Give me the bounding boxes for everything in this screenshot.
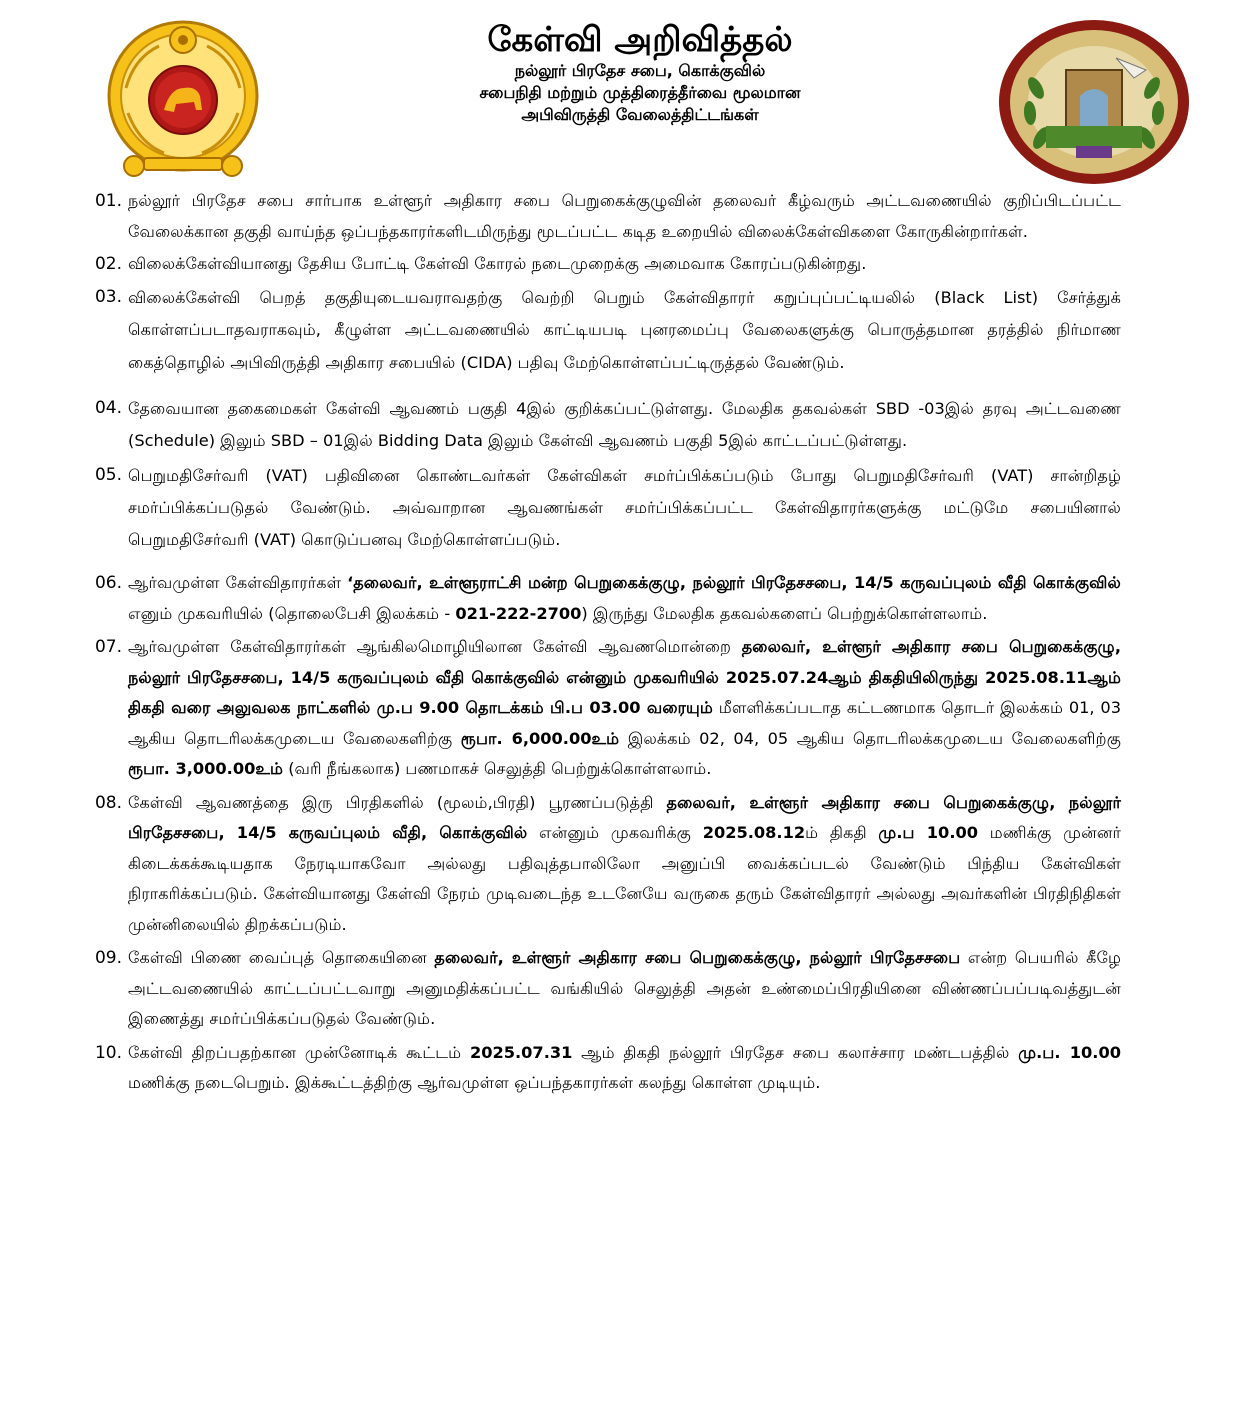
sri-lanka-emblem-icon	[104, 18, 262, 180]
item-text	[128, 788, 1121, 941]
numbered-item	[75, 568, 1121, 629]
item-number: 10.	[94, 1042, 122, 1063]
bold-text-segment: 021-222-2700	[455, 603, 582, 623]
text-segment: விலைக்கேள்வி பெறத் தகுதியுடையவராவதற்கு வெற்றி பெறும் கேள்விதாரர் கறுப்புப்பட்டியலில் (Black List) சேர்த்துக் கொள்ளப்படாதவராகவும், கீழுள்ள அட்டவணையில் காட்டியபடி புனரமைப்பு வேலைகளுக்கு பொருத்தமான தரத்தில் நிர்மாண கைத்தொழில் அபிவிருத்தி அதிகார சபையில் (CIDA) பதிவு மேற்கொள்ளப்பட்டிருத்தல் வேண்டும்.	[128, 287, 1121, 372]
bold-text-segment: 2025.08.12	[702, 823, 806, 842]
item-text	[128, 460, 1121, 556]
text-segment: மணிக்கு நடைபெறும். இக்கூட்டத்திற்கு ஆர்வமுள்ள ஒப்பந்தகாரர்கள் கலந்து கொள்ள முடியும்.	[128, 1073, 821, 1092]
numbered-item	[75, 393, 1121, 457]
text-segment: எனும் முகவரியில் (தொலைபேசி இலக்கம் -	[128, 603, 456, 623]
item-number: 07.	[94, 637, 122, 657]
item-text	[128, 282, 1121, 380]
bold-text-segment: மு.ப 10.00	[878, 823, 978, 842]
numbered-item	[75, 632, 1121, 785]
numbered-item	[75, 249, 1121, 280]
subtitle-line-3: அபிவிருத்தி வேலைத்திட்டங்கள்	[521, 105, 759, 124]
text-segment: கேள்வி பிணை வைப்புத் தொகையினை	[128, 948, 435, 967]
item-text	[128, 568, 1121, 629]
title-block	[360, 20, 920, 126]
text-segment: கேள்வி ஆவணத்தை இரு பிரதிகளில் (மூலம்,பிரதி) பூரணப்படுத்தி	[128, 792, 667, 812]
text-segment: நல்லூர் பிரதேச சபை சார்பாக உள்ளூர் அதிகார சபை பெறுகைக்குழுவின் தலைவர் கீழ்வரும் அட்டவணையில் குறிப்பிடப்பட்ட வேலைக்கான தகுதி வாய்ந்த ஒப்பந்தகாரர்களிடமிருந்து மூடப்பட்ட கடித உறையில் விலைக்கேள்விகளை கோருகின்றார்கள்.	[128, 191, 1121, 241]
notice-header	[0, 0, 1241, 190]
subtitle-line-1: நல்லூர் பிரதேச சபை, கொக்குவில்	[514, 61, 766, 80]
text-segment: ஆர்வமுள்ள கேள்விதாரர்கள்	[128, 573, 348, 592]
item-text	[128, 186, 1121, 247]
text-segment: கேள்வி திறப்பதற்கான முன்னோடிக் கூட்டம்	[128, 1042, 470, 1062]
page-title: கேள்வி அறிவித்தல்	[487, 20, 793, 60]
numbered-item	[75, 186, 1121, 247]
bold-text-segment: ரூபா. 3,000.00உம்	[128, 759, 284, 778]
numbered-item	[75, 788, 1121, 941]
item-number: 08.	[94, 792, 122, 813]
text-segment: விலைக்கேள்வியானது தேசிய போட்டி கேள்வி கோரல் நடைமுறைக்கு அமைவாக கோரப்படுகின்றது.	[128, 254, 867, 273]
item-number: 05.	[94, 465, 122, 485]
bold-text-segment: தலைவர், உள்ளூர் அதிகார சபை பெறுகைக்குழு, நல்லூர் பிரதேசசபை, 14/5 கருவப்புலம் வீதி, கொக்குவில்	[128, 792, 1121, 842]
text-segment: (வரி நீங்கலாக) பணமாகச் செலுத்தி பெற்றுக்கொள்ளலாம்.	[283, 759, 712, 778]
item-text	[128, 249, 1121, 280]
item-number: 09.	[94, 948, 122, 968]
bold-text-segment: ‘தலைவர், உள்ளூராட்சி மன்ற பெறுகைக்குழு, நல்லூர் பிரதேசசபை, 14/5 கருவப்புலம் வீதி கொக்குவில்	[347, 573, 1121, 592]
numbered-item	[75, 943, 1121, 1035]
text-segment: தேவையான தகைமைகள் கேள்வி ஆவணம் பகுதி 4இல் குறிக்கப்பட்டுள்ளது. மேலதிக தகவல்கள் SBD -03இல் தரவு அட்டவணை (Schedule) இலும் SBD – 01இல் Bidding Data இலும் கேள்வி ஆவணம் பகுதி 5இல் காட்டப்பட்டுள்ளது.	[128, 399, 1121, 450]
numbered-item	[75, 460, 1121, 556]
subtitle-line-2: சபைநிதி மற்றும் முத்திரைத்தீர்வை மூலமான	[479, 83, 801, 102]
text-segment: மீளளிக்கப்படாத கட்டணமாக தொடர் இலக்கம் 01, 03 ஆகிய தொடரிலக்கமுடைய வேலைகளிற்கு	[128, 698, 1122, 748]
bold-text-segment: ரூபா. 6,000.00உம்	[460, 728, 620, 748]
text-segment: ) இருந்து மேலதிக தகவல்களைப் பெற்றுக்கொள்ளலாம்.	[581, 603, 988, 623]
text-segment: பெறுமதிசேர்வரி (VAT) பதிவினை கொண்டவர்கள் கேள்விகள் சமர்ப்பிக்கப்படும் போது பெறுமதிசேர்வரி (VAT) சான்றிதழ் சமர்ப்பிக்கப்படுதல் வேண்டும். அவ்வாறான ஆவணங்கள் சமர்ப்பிக்கப்பட்ட கேள்விதாரர்களுக்கு மட்டுமே சபையினால் பெறுமதிசேர்வரி (VAT) கொடுப்பனவு மேற்கொள்ளப்படும்.	[128, 466, 1121, 549]
bold-text-segment: தலைவர், உள்ளூர் அதிகார சபை பெறுகைக்குழு, நல்லூர் பிரதேசசபை	[434, 948, 961, 967]
numbered-item	[75, 1038, 1121, 1099]
item-text	[128, 632, 1121, 785]
text-segment: ஆர்வமுள்ள கேள்விதாரர்கள் ஆங்கிலமொழியிலான கேள்வி ஆவணமொன்றை	[128, 637, 742, 656]
notice-body	[75, 186, 1121, 1099]
text-segment: ம் திகதி	[805, 823, 879, 842]
item-text	[128, 943, 1121, 1035]
bold-text-segment: தலைவர், உள்ளூர் அதிகார சபை பெறுகைக்குழு, நல்லூர் பிரதேசசபை, 14/5 கருவப்புலம் வீதி கொக்குவில் என்னும் முகவரியில் 2025.07.24ஆம் திகதியிலிருந்து 2025.08.11ஆம் திகதி வரை அலுவலக நாட்களில் மு.ப 9.00 தொடக்கம் பி.ப 03.00 வரையும்	[128, 637, 1122, 717]
text-segment: என்ற பெயரில் கீழே அட்டவணையில் காட்டப்பட்டவாறு அனுமதிக்கப்பட்ட வங்கியில் செலுத்தி அதன் உண்மைப்பிரதியினை விண்ணப்பப்படிவத்துடன் இணைத்து சமர்ப்பிக்கப்படுதல் வேண்டும்.	[128, 948, 1121, 1028]
item-number: 02.	[94, 254, 122, 274]
item-text	[128, 1038, 1121, 1099]
item-number: 06.	[94, 573, 122, 593]
item-number: 03.	[94, 286, 122, 307]
text-segment: என்னும் முகவரிக்கு	[527, 823, 703, 842]
item-number: 01.	[94, 191, 122, 211]
item-number: 04.	[94, 398, 122, 418]
bold-text-segment: 2025.07.31	[469, 1042, 573, 1062]
text-segment: ஆம் திகதி நல்லூர் பிரதேச சபை கலாச்சார மண்டபத்தில்	[572, 1042, 1019, 1062]
text-segment: இலக்கம் 02, 04, 05 ஆகிய தொடரிலக்கமுடைய வேலைகளிற்கு	[619, 728, 1121, 748]
text-segment: மணிக்கு முன்னர் கிடைக்கக்கூடியதாக நேரடியாகவோ அல்லது பதிவுத்தபாலிலோ அனுப்பி வைக்கப்படல் வேண்டும் பிந்திய கேள்விகள் நிராகரிக்கப்படும். கேள்வியானது கேள்வி நேரம் முடிவடைந்த உடனேயே வருகை தரும் கேள்விதாரர் அல்லது அவர்களின் பிரதிநிதிகள் முன்னிலையில் திறக்கப்படும்.	[128, 823, 1121, 934]
council-seal-icon	[996, 18, 1192, 186]
numbered-item	[75, 282, 1121, 380]
bold-text-segment: மு.ப. 10.00	[1018, 1042, 1121, 1062]
item-text	[128, 393, 1121, 457]
